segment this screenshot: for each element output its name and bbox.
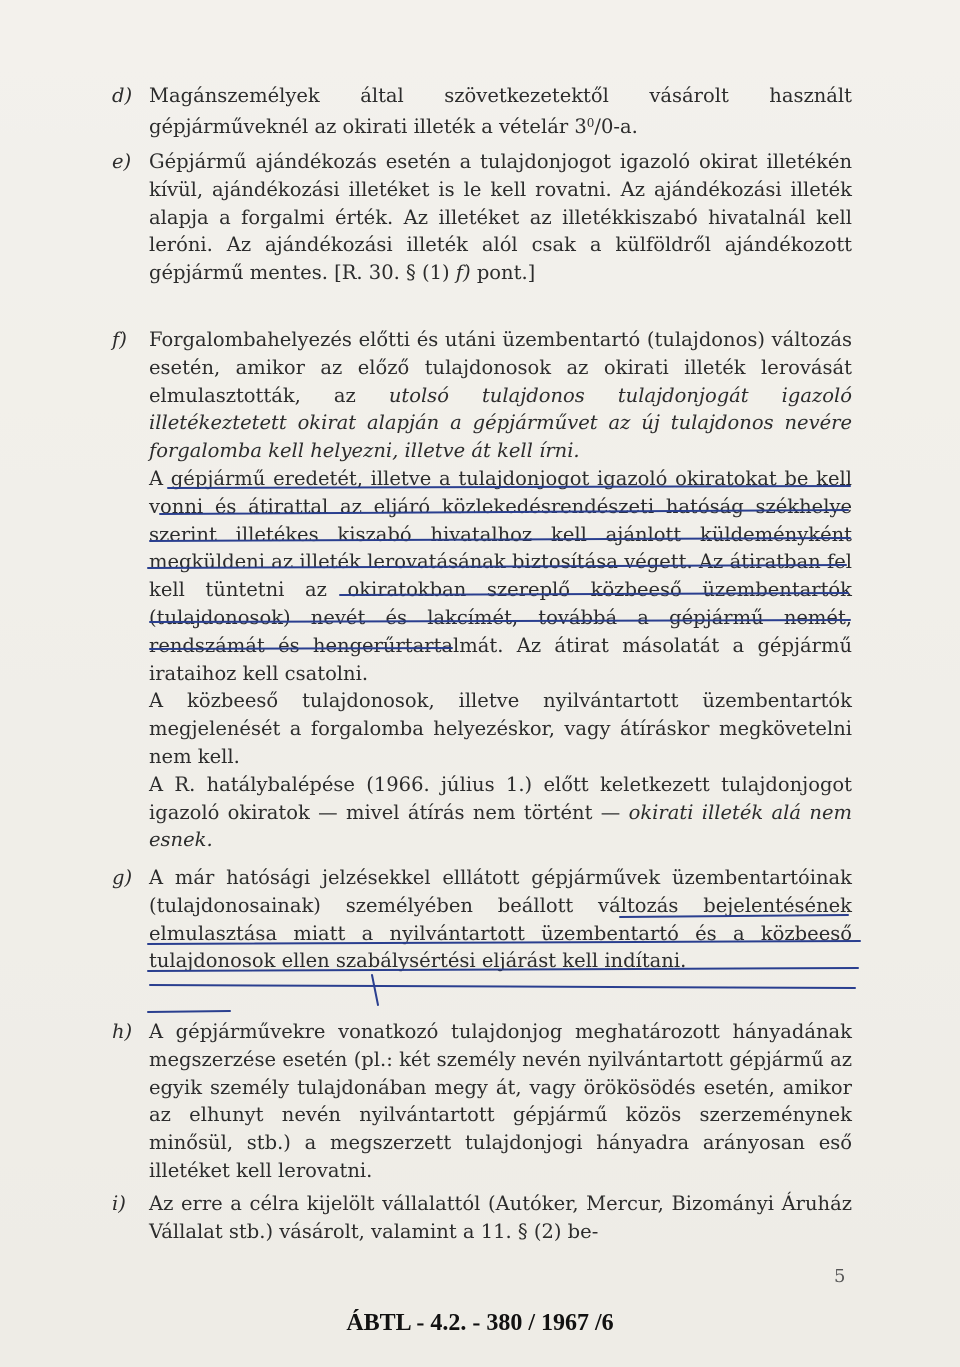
sub-paragraph: A R. hatálybalépése (1966. július 1.) előtt keletkezett tulajdonjogot igazoló okiratok — mivel átírás nem történt — okirati illeték alá nem esnek. — [149, 772, 852, 852]
item-label: g) — [112, 866, 133, 889]
pen-underline — [150, 985, 855, 988]
page-number: 5 — [834, 1266, 846, 1287]
paragraph-body: Az erre a célra kijelölt vállalattól (Autóker, Mercur, Bizományi Áruház Vállalat stb.) vásárolt, valamint a 11. § (2) be- — [149, 1192, 852, 1243]
paragraph-body: A gépjárművekre vonatkozó tulajdonjog meghatározott hányadának megszerzése esetén (pl.: két személy nevén nyilvántartott gépjármű az egyik személy tulajdonában megy át, vagy örökösödés esetén, amikor az elhunyt nevén nyilvántartott gépjármű közös szerzeménynek minősül, stb.) a megszerzett tulajdonjogi hányadra arányosan eső illetéket kell lerovatni. — [149, 1020, 852, 1182]
sub-paragraph: A közbeeső tulajdonosok, illetve nyilvántartott üzembentartók megjelenését a forgalomba helyezéskor, vagy átíráskor megkövetelni nem kell. — [149, 689, 852, 768]
paragraph-body: Magánszemélyek által szövetkezetektől vásárolt használt gépjárműveknél az okirati illeték a vételár $3^0/0-a$. — [149, 84, 852, 138]
paragraph-i — [112, 1190, 852, 1246]
paragraph-body: A már hatósági jelzésekkel elllátott gépjárművek üzembentartóinak (tulajdonosainak) személyében beállott változás bejelentésének elmulasztása miatt a nyilvántartott üzembentartó és a közbeeső tulajdonosok ellen szabálysértési eljárást kell indítani. — [149, 866, 852, 973]
paragraph-h — [112, 1018, 852, 1185]
paragraph-g — [112, 864, 852, 975]
paragraph-e — [112, 148, 852, 287]
item-label: h) — [112, 1020, 133, 1043]
item-label: e) — [112, 150, 132, 173]
paragraph-f — [112, 326, 852, 854]
paragraph-body: Gépjármű ajándékozás esetén a tulajdonjogot igazoló okirat illetékén kívül, ajándékozási illetéket is le kell rovatni. Az ajándékozási illeték alapja a forgalmi érték. Az illetéket az illetékkiszabó hivatalnál kell leróni. Az ajándékozási illeték alól csak a külföldről ajándékozott gépjármű mentes. [R. 30. § (1) f) pont.] — [149, 150, 852, 285]
sub-paragraph: A gépjármű eredetét, illetve a tulajdonjogot igazoló okiratokat be kell vonni és átirattal az eljáró közlekedésrendészeti hatóság székhelye szerint illetékes kiszabó hivatalhoz kell ajánlott küldeményként megküldeni az illeték lerovatásának biztosítása végett. Az átiratban fel kell tüntetni az okiratokban szereplő közbeeső üzembentartók (tulajdonosok) nevét és lakcímét, továbbá a gépjármű nemét, rendszámát és hengerűrtartalmát. Az átirat másolatát a gépjármű irataihoz kell csatolni. — [149, 466, 852, 685]
item-label: f) — [112, 328, 127, 351]
item-label: i) — [112, 1192, 126, 1215]
sub-paragraph: Forgalombahelyezés előtti és utáni üzembentartó (tulajdonos) változás esetén, amikor az előző tulajdonosok az okirati illeték lerovását elmulasztották, az utolsó tulajdonos tulajdonjogát igazoló illetékeztetett okirat alapján a gépjárművet az új tulajdonos nevére forgalomba kell helyezni, illetve át kell írni. — [149, 328, 852, 463]
pen-margin-mark — [372, 975, 378, 1005]
paragraph-d — [112, 82, 852, 141]
pen-margin-mark — [148, 1011, 230, 1012]
item-label: d) — [112, 84, 133, 107]
paragraph-body — [149, 326, 852, 854]
archive-reference: ÁBTL - 4.2. - 380 / 1967 /6 — [346, 1310, 614, 1336]
